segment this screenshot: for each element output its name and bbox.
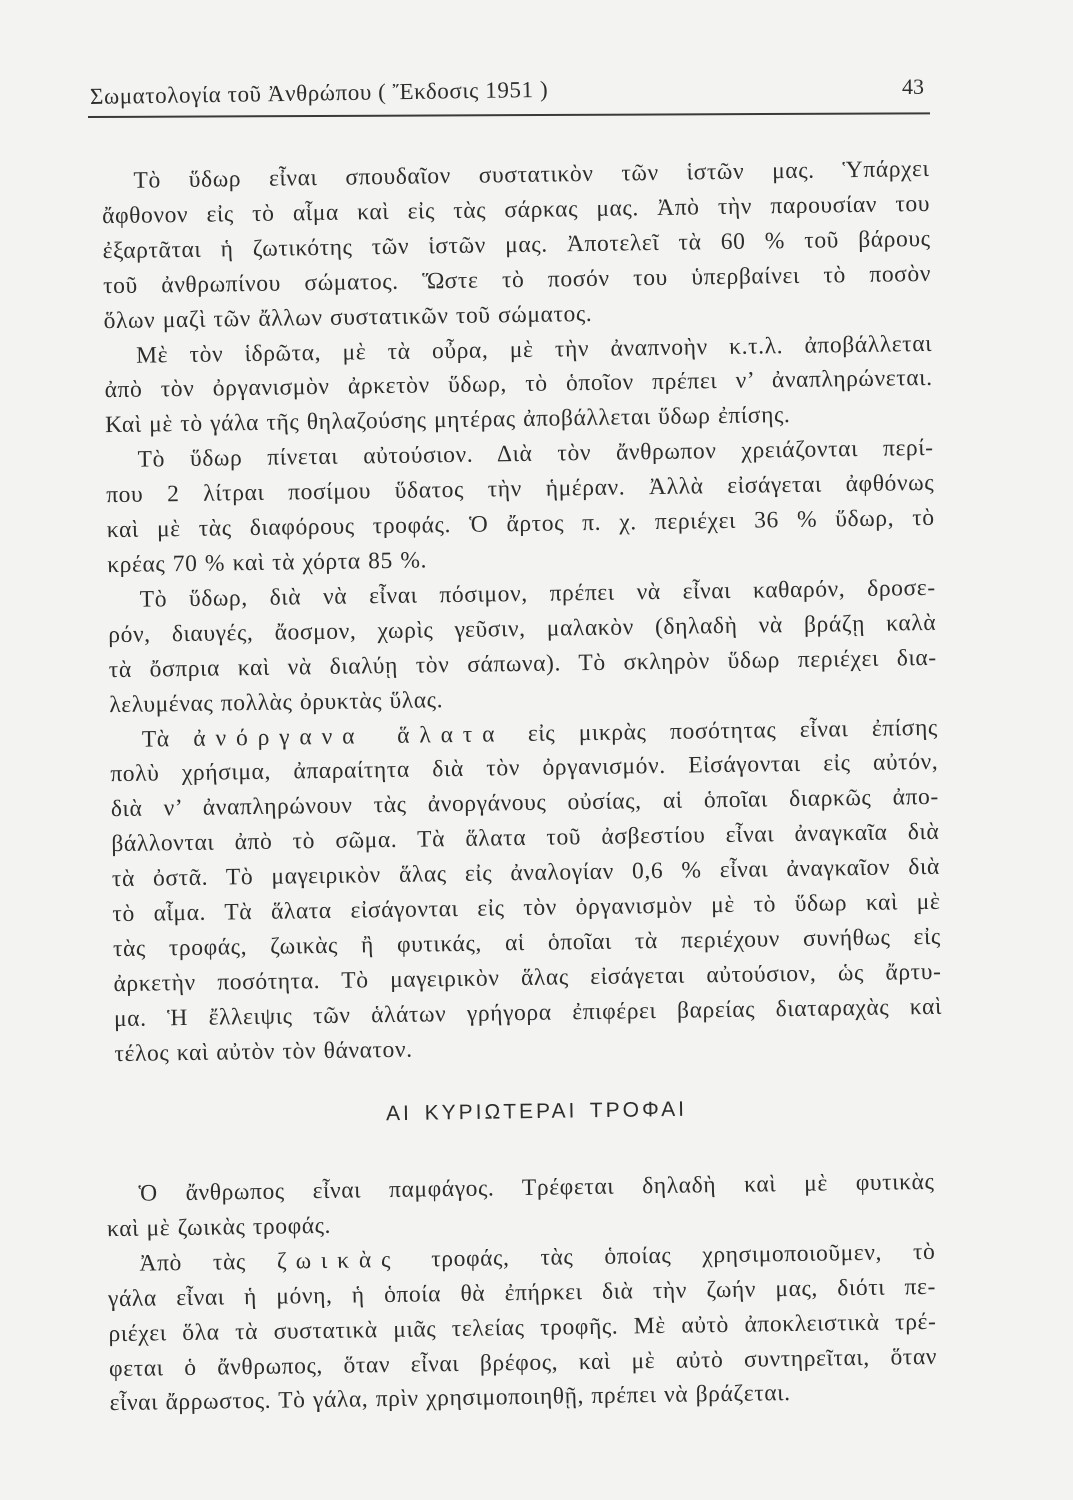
text-line: καὶ μὲ ζωικὰς τροφάς. xyxy=(106,1212,332,1243)
text-line: Ὁ ἄνθρωπος εἶναι παμφάγος. Τρέφεται δηλαδὴ καὶ μὲ φυτικὰς xyxy=(138,1168,935,1207)
text-line: εἶναι ἄρρωστος. Τὸ γάλα, πρὶν χρησιμοποιηθῇ, πρέπει νὰ βράζεται. xyxy=(109,1380,791,1417)
line-text: Τὰ xyxy=(141,725,170,753)
page-number: 43 xyxy=(902,74,924,99)
text-line: καὶ μὲ τὰς διαφόρους τροφάς. Ὁ ἄρτος π. χ. περιέχει 36 % ὕδωρ, τὸ xyxy=(106,504,935,544)
paragraph xyxy=(105,431,935,583)
main-text xyxy=(101,152,942,1072)
section-text xyxy=(106,1165,938,1422)
text-line: Τὸ ὕδωρ πίνεται αὐτούσιον. Διὰ τὸν ἄνθρωπον χρειάζονται περί- xyxy=(137,435,934,473)
paragraph xyxy=(107,1235,937,1422)
paragraph xyxy=(110,710,943,1071)
text-line: ἐξαρτᾶται ἡ ζωτικότης τῶν ἱστῶν μας. Ἀποτελεῖ τὰ 60 % τοῦ βάρους xyxy=(102,225,931,264)
paragraph xyxy=(101,152,931,339)
text-line: ἀπὸ τὸν ὀργανισμὸν ἀρκετὸν ὕδωρ, τὸ ὁποῖον πρέπει ν’ ἀναπληρώνεται. xyxy=(104,365,933,404)
text-line: Τὸ ὕδωρ, διὰ νὰ εἶναι πόσιμον, πρέπει νὰ εἶναι καθαρόν, δροσε- xyxy=(139,574,936,613)
header-rule xyxy=(88,112,930,117)
text-line: τὸ αἷμα. Τὰ ἅλατα εἰσάγονται εἰς τὸν ὀργανισμὸν μὲ τὸ ὕδωρ καὶ μὲ xyxy=(112,888,941,928)
text-line: γάλα εἶναι ἡ μόνη, ἡ ὁποία θὰ ἐπήρκει διὰ τὴν ζωήν μας, διότι πε- xyxy=(107,1273,937,1312)
line-text: Ἀπὸ τὰς xyxy=(139,1248,246,1277)
paragraph xyxy=(108,571,938,723)
text-line: Τὸ ὕδωρ εἶναι σπουδαῖον συστατικὸν τῶν ἱστῶν μας. Ὑπάρχει xyxy=(133,155,930,194)
text-line: τὰς τροφάς, ζωικὰς ἢ φυτικάς, αἱ ὁποῖαι τὰ περιέχουν συνήθως εἰς xyxy=(112,923,942,963)
text-line: ἄφθονον εἰς τὸ αἷμα καὶ εἰς τὰς σάρκας μας. Ἀπὸ τὴν παρουσίαν του xyxy=(101,190,931,230)
line-text: τροφάς, τὰς ὁποίας χρησιμοποιοῦμεν, τὸ xyxy=(431,1238,936,1273)
text-line: λελυμένας πολλὰς ὀρυκτὰς ὕλας. xyxy=(109,686,444,718)
emphasized-text: ζωικὰς xyxy=(276,1246,401,1275)
running-title: Σωματολογία τοῦ Ἀνθρώπου ( Ἔκδοσις 1951 ) xyxy=(89,76,549,109)
text-line: τέλος καὶ αὐτὸν τὸν θάνατον. xyxy=(114,1036,413,1067)
text-line: Καὶ μὲ τὸ γάλα τῆς θηλαζούσης μητέρας ἀποβάλλεται ὕδωρ ἐπίσης. xyxy=(104,402,791,439)
text-line: κρέας 70 % καὶ τὰ χόρτα 85 %. xyxy=(107,547,428,579)
emphasized-text: ἀνόργανα ἅλατα xyxy=(193,720,505,752)
text-line: τὰ ὄσπρια καὶ νὰ διαλύῃ τὸν σάπωνα). Τὸ σκληρὸν ὕδωρ περιέχει δια- xyxy=(108,644,937,683)
text-line: ρόν, διαυγές, ἄοσμον, χωρὶς γεῦσιν, μαλακὸν (δηλαδὴ νὰ βράζῃ καλὰ xyxy=(108,609,937,648)
text-line: μα. Ἡ ἔλλειψις τῶν ἁλάτων γρήγορα ἐπιφέρει βαρείας διαταραχὰς καὶ xyxy=(113,993,943,1032)
text-line: που 2 λίτραι ποσίμου ὕδατος τὴν ἡμέραν. Ἀλλὰ εἰσάγεται ἀφθόνως xyxy=(106,470,935,509)
text-line: πολὺ χρήσιμα, ἀπαραίτητα διὰ τὸν ὀργανισμόν. Εἰσάγονται εἰς αὐτόν, xyxy=(110,749,939,788)
text-line: ἀρκετὴν ποσότητα. Τὸ μαγειρικὸν ἅλας εἰσάγεται αὐτούσιον, ὡς ἄρτυ- xyxy=(113,958,942,997)
line-text: εἰς μικρὰς ποσότητας εἶναι ἐπίσης xyxy=(527,714,938,747)
text-line: διὰ ν’ ἀναπληρώνουν τὰς ἀνοργάνους οὐσίας, αἱ ὁποῖαι διαρκῶς ἀπο- xyxy=(110,784,939,823)
text-line: ριέχει ὅλα τὰ συστατικὰ μιᾶς τελείας τροφῆς. Μὲ αὐτὸ ἀποκλειστικὰ τρέ- xyxy=(108,1308,937,1347)
text-line: τὰ ὀστᾶ. Τὸ μαγειρικὸν ἅλας εἰς ἀναλογίαν 0,6 % εἶναι ἀναγκαῖον διὰ xyxy=(111,853,941,893)
text-line: Μὲ τὸν ἱδρῶτα, μὲ τὰ οὖρα, μὲ τὴν ἀναπνοὴν κ.τ.λ. ἀποβάλλεται xyxy=(135,330,933,369)
paragraph xyxy=(106,1165,935,1247)
text-line: βάλλονται ἀπὸ τὸ σῶμα. Τὰ ἅλατα τοῦ ἀσβεστίου εἶναι ἀναγκαῖα διὰ xyxy=(111,819,940,858)
section-heading: ΑΙ ΚΥΡΙΩΤΕΡΑΙ ΤΡΟΦΑΙ xyxy=(385,1097,688,1126)
text-line: τοῦ ἀνθρωπίνου σώματος. Ὥστε τὸ ποσόν του ὑπερβαίνει τὸ ποσὸν xyxy=(102,260,932,299)
paragraph xyxy=(104,326,933,443)
text-line: φεται ὁ ἄνθρωπος, ὅταν εἶναι βρέφος, καὶ μὲ αὐτὸ συντηρεῖται, ὅταν xyxy=(108,1343,938,1382)
text-line: ὅλων μαζὶ τῶν ἄλλων συστατικῶν τοῦ σώματος. xyxy=(103,300,593,334)
